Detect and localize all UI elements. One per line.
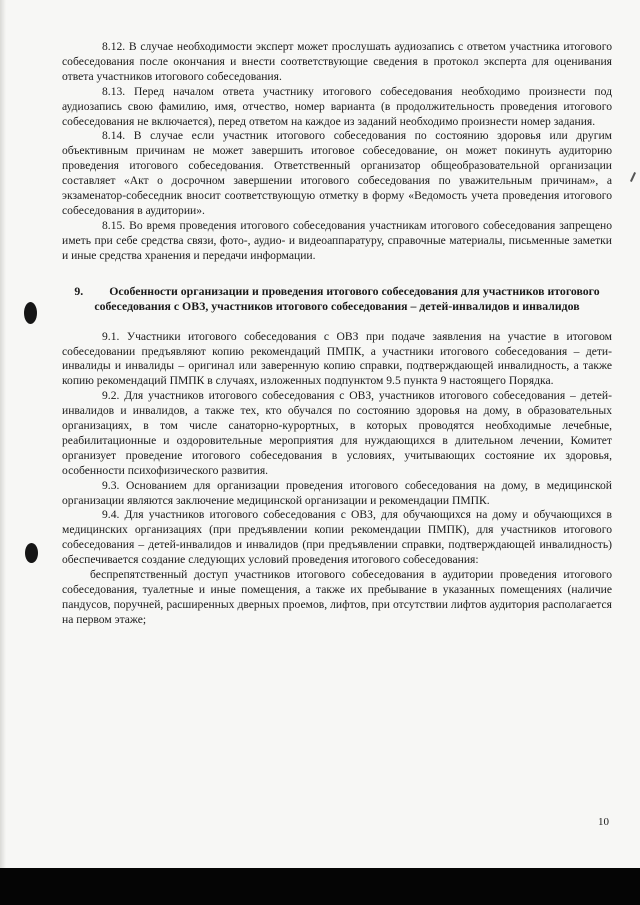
paragraph-9-4: 9.4. Для участников итогового собеседования с ОВЗ, для обучающихся на дому и обучающихся в медицинских организациях (при предъявлении копии рекомендации ПМПК), для участников итогового собеседования – детей-инвалидов и инвалидов (при предъявлении справки, подтверждающей инвалидность) обеспечивается создание следующих условий проведения итогового собеседования: — [62, 508, 612, 567]
scan-bottom-band — [0, 868, 640, 905]
section-heading — [62, 284, 612, 314]
paragraph-8-12: 8.12. В случае необходимости эксперт может прослушать аудиозапись с ответом участника итогового собеседования после окончания и внести соответствующие сведения в протокол эксперта для оценивания ответа участников итогового собеседования. — [62, 40, 612, 83]
scan-mark-right — [630, 172, 636, 182]
page-number: 10 — [598, 816, 609, 828]
section-title: Особенности организации и проведения итогового собеседования для участников итогового собеседования с ОВЗ, участников итогового собеседования – детей-инвалидов и инвалидов — [94, 283, 600, 313]
punch-hole-top — [24, 302, 37, 324]
scan-edge-shadow — [0, 0, 6, 868]
paragraph-9-2: 9.2. Для участников итогового собеседования с ОВЗ, участников итогового собеседования – детей-инвалидов и инвалидов, а также тех, кто обучался по состоянию здоровья на дому, в образовательных организациях, в том числе санаторно-курортных, в которых проводятся необходимые лечебные, реабилитационные и оздоровительные мероприятия для нуждающихся в длительном лечении, Комитет организует проведение итогового собеседования в условиях, учитывающих состояние их здоровья, особенности психофизического развития. — [62, 389, 612, 477]
paragraph-condition-access: беспрепятственный доступ участников итогового собеседования в аудитории проведения итогового собеседования, туалетные и иные помещения, а также их пребывание в указанных помещениях (наличие пандусов, поручней, расширенных дверных проемов, лифтов, при отсутствии лифтов аудитория располагается на первом этаже; — [62, 568, 612, 626]
punch-hole-bottom — [25, 543, 38, 563]
paragraph-8-15: 8.15. Во время проведения итогового собеседования участникам итогового собеседования запрещено иметь при себе средства связи, фото-, аудио- и видеоаппаратуру, справочные материалы, письменные заметки и иные средства хранения и передачи информации. — [62, 218, 612, 262]
section-number: 9. — [74, 283, 84, 298]
paragraph-8-14: 8.14. В случае если участник итогового собеседования по состоянию здоровья или другим объективным причинам не может завершить итоговое собеседование, он может покинуть аудиторию проведения итогового собеседования. Ответственный организатор общеобразовательной организации составляет «Акт о досрочном завершении итогового собеседования по уважительным причинам», а экзаменатор-собеседник вносит соответствующую отметку в форму «Ведомость учета проведения итогового собеседования в аудитории». — [62, 129, 612, 217]
paragraph-9-3: 9.3. Основанием для организации проведения итогового собеседования на дому, в медицинской организации являются заключение медицинской организации и рекомендации ПМПК. — [62, 478, 612, 507]
document-body — [62, 40, 612, 628]
paragraph-8-13: 8.13. Перед началом ответа участнику итогового собеседования необходимо произнести под аудиозапись свою фамилию, имя, отчество, номер варианта (в продолжительность проведения итогового собеседования не включается), перед ответом на каждое из заданий необходимо произнести номер задания. — [62, 84, 612, 128]
paragraph-9-1: 9.1. Участники итогового собеседования с ОВЗ при подаче заявления на участие в итоговом собеседовании предъявляют копию рекомендаций ПМПК, а участники итогового собеседования – дети-инвалиды и инвалиды – оригинал или заверенную копию справки, подтверждающей инвалидность, а также копию рекомендаций ПМПК в случаях, изложенных подпунктом 9.5 пункта 9 настоящего Порядка. — [62, 329, 612, 388]
